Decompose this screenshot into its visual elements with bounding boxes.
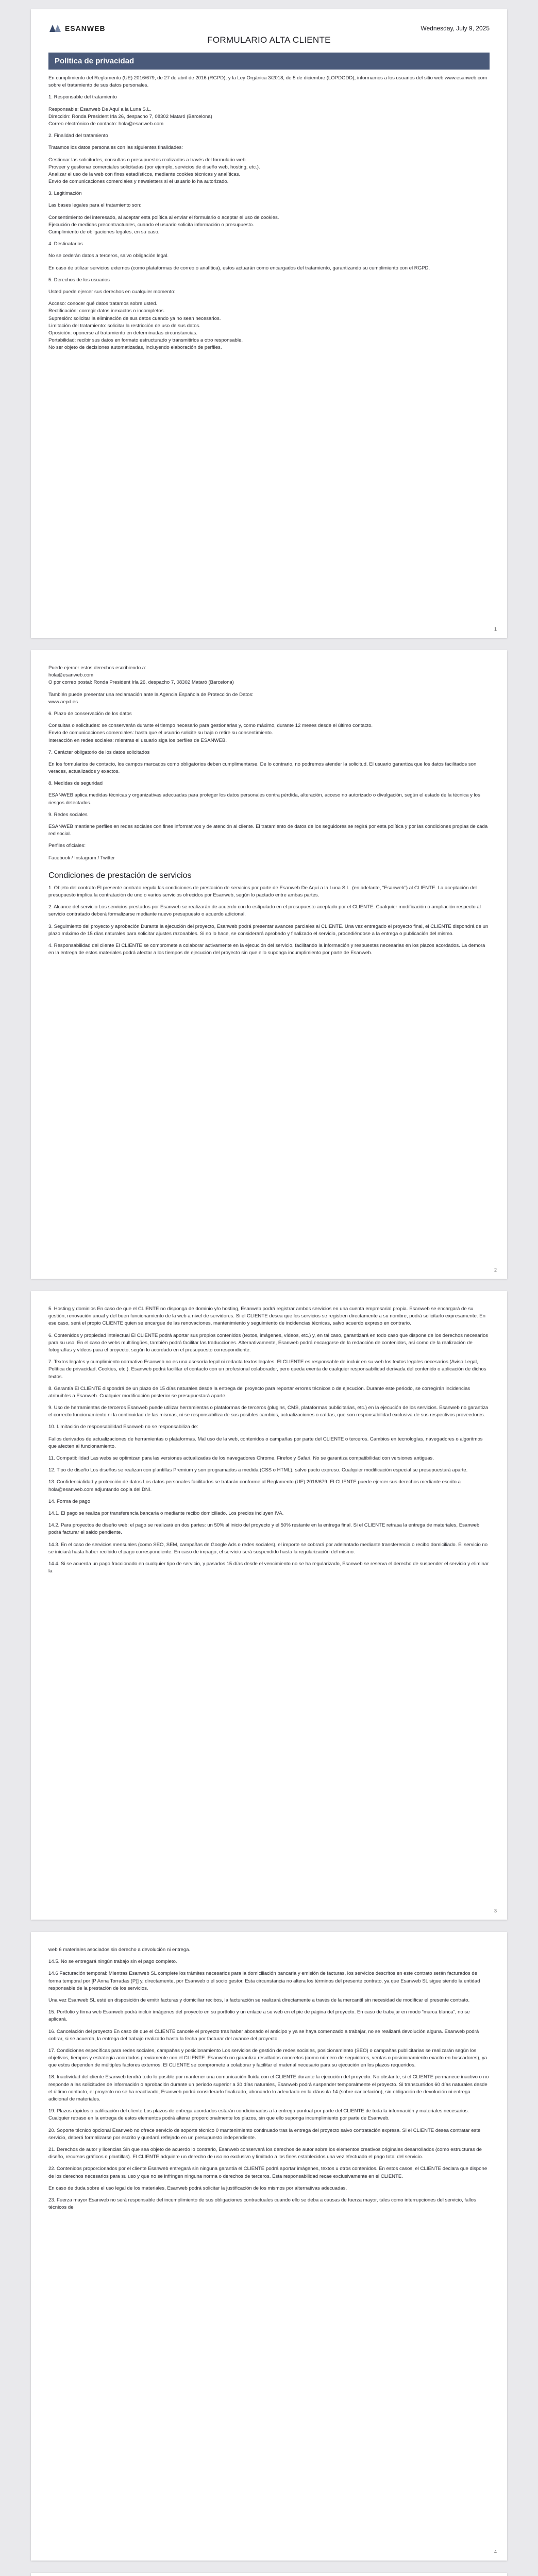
clause: 20. Soporte técnico opcional Esanweb no ofrece servicio de soporte técnico 0 mantenimiento continuado tras la entrega del proyecto salvo contratación expresa. Si el CLIENTE desea contratar este servicio, deberá formalizarse por escrito y quedará reflejado en un presupuesto independiente. xyxy=(48,2127,481,2141)
page-number: 2 xyxy=(494,1267,497,1273)
paragraph: Responsable: Esanweb De Aquí a la Luna S.L. Dirección: Ronda President Irla 26, despacho 7, 08302 Mataró (Barcelona) Correo electrónico de contacto: hola@esanweb.com xyxy=(48,106,212,127)
section-heading: 5. Derechos de los usuarios xyxy=(48,277,110,283)
paragraph: En caso de utilizar servicios externos (como plataformas de correo o analítica), estos actuarán como encargados del tratamiento, garantizando su cumplimiento con el RGPD. xyxy=(48,265,430,271)
paragraph: Perfiles oficiales: xyxy=(48,843,86,849)
clause: 14.1. El pago se realiza por transferencia bancaria o mediante recibo domiciliado. Los precios incluyen IVA. xyxy=(48,1510,284,1516)
clause: 11. Compatibilidad Las webs se optimizan para las versiones actualizadas de los navegadores Chrome, Firefox y Safari. No se garantiza compatibilidad con versiones antiguas. xyxy=(48,1455,434,1461)
paragraph: También puede presentar una reclamación ante la Agencia Española de Protección de Datos: www.aepd.es xyxy=(48,691,254,705)
clause: 15. Portfolio y firma web Esanweb podrá incluir imágenes del proyecto en su portfolio y un enlace a su web en el pie de página del proyecto. En caso de trabajar en modo “marca blanca”, no se aplicará. xyxy=(48,2009,470,2023)
clause: 14. Forma de pago xyxy=(48,1498,91,1504)
section-heading: 1. Responsable del tratamiento xyxy=(48,94,117,100)
services-body-continued xyxy=(48,1306,490,1575)
clause: 1. Objeto del contrato El presente contrato regula las condiciones de prestación de servicios por parte de Esanweb De Aquí a la Luna S.L. (en adelante, “Esanweb”) al CLIENTE. La aceptación del presupuesto implica la contratación de uno o varios servicios ofrecidos por Esanweb, según lo pactado entre ambas partes. xyxy=(48,885,477,898)
clause: 14.4. Si se acuerda un pago fraccionado en cualquier tipo de servicio, y pasados 15 días desde el vencimiento no se ha regularizado, Esanweb se reserva el derecho de suspender el servicio y eliminar la xyxy=(48,1561,489,1574)
brand-logo xyxy=(48,24,106,33)
clause: 13. Confidencialidad y protección de datos Los datos personales facilitados se tratarán conforme al Reglamento (UE) 2016/679. El CLIENTE puede ejercer sus derechos mediante escrito a hola@esanweb.com adjuntando copia del DNI. xyxy=(48,1479,461,1493)
paragraph: En cumplimiento del Reglamento (UE) 2016/679, de 27 de abril de 2016 (RGPD), y la Ley Orgánica 3/2018, de 5 de diciembre (LOPDGDD), informamos a los usuarios del sitio web www.esanweb.com sobre el tratamiento de sus datos personales. xyxy=(48,75,487,89)
clause: 12. Tipo de diseño Los diseños se realizan con plantillas Premium y son programados a medida (CSS o HTML), salvo pacto expreso. Cualquier modificación especial se presupuestará aparte. xyxy=(48,1467,468,1473)
clause: 16. Cancelación del proyecto En caso de que el CLIENTE cancele el proyecto tras haber abonado el anticipo y ya se haya comenzado a trabajar, no se realizará devolución alguna. Esanweb podrá cobrar, si se acuerda, la entrega del trabajo realizado hasta la fecha por facturar del avance del proyecto. xyxy=(48,2028,479,2042)
clause: 23. Fuerza mayor Esanweb no será responsable del incumplimiento de sus obligaciones contractuales cuando ello se deba a causas de fuerza mayor, tales como interrupciones del servicio, fallos técnicos de xyxy=(48,2197,476,2211)
paragraph: Tratamos los datos personales con las siguientes finalidades: xyxy=(48,145,183,151)
clause: 3. Seguimiento del proyecto y aprobación Durante la ejecución del proyecto, Esanweb podrá presentar avances parciales al CLIENTE. Una vez entregado el proyecto final, el CLIENTE dispondrá de un plazo máximo de 15 días naturales para solicitar ajustes razonables. Si no lo hace, se considerará aprobado y finalizado el servicio, procediéndose a la entrega o publicación del mismo. xyxy=(48,923,489,937)
section-heading: 7. Carácter obligatorio de los datos solicitados xyxy=(48,749,150,755)
clause: web 6 materiales asociados sin derecho a devolución ni entrega. xyxy=(48,1947,191,1953)
clause: 17. Condiciones específicas para redes sociales, campañas y posicionamiento Los servicios de gestión de redes sociales, posicionamiento (SEO) o campañas publicitarias se realizarán según los objetivos, tiempos y estrategia acordados previamente con el CLIENTE. Esanweb no garantiza resultados concretos (como número de seguidores, ventas o posicionamiento exacto en buscadores), ya que estos dependen de múltiples factores externos. El CLIENTE se compromete a colaborar y facilitar el material necesario para su ejecución en los plazos requeridos. xyxy=(48,2047,487,2069)
clause: En caso de duda sobre el uso legal de los materiales, Esanweb podrá solicitar la justificación de los mismos por alternativas adecuadas. xyxy=(48,2185,347,2191)
brand-name: ESANWEB xyxy=(65,24,106,32)
paragraph: Las bases legales para el tratamiento son: xyxy=(48,202,142,209)
clause: 18. Inactividad del cliente Esanweb tendrá todo lo posible por mantener una comunicación fluida con el CLIENTE durante la ejecución del proyecto. No obstante, si el CLIENTE permanece inactivo o no responde a las solicitudes de información o aprobación durante un periodo superior a 30 días naturales, Esanweb podrá suspender temporalmente el proyecto. Si transcurridos 60 días naturales desde el último contacto, el proyecto no se ha reactivado, Esanweb podrá considerarlo finalizado, abonando lo adeudado en la cláusula 14 (sobre cancelación), sin obligación de devolución ni entrega adicional de materiales. xyxy=(48,2074,489,2102)
document-page-4 xyxy=(31,1932,507,2561)
paragraph: Consultas o solicitudes: se conservarán durante el tiempo necesario para gestionarlas y, como máximo, durante 12 meses desde el último contacto. Envío de comunicaciones comerciales: hasta que el usuario solicite su baja o retire su consentimiento. Interacción en redes sociales: mientras el usuario siga los perfiles de ESANWEB. xyxy=(48,723,373,743)
paragraph: Usted puede ejercer sus derechos en cualquier momento: xyxy=(48,289,176,295)
document-page-3 xyxy=(31,1291,507,1920)
section-heading: 2. Finalidad del tratamiento xyxy=(48,133,108,139)
clause: 14.2. Para proyectos de diseño web: el pago se realizará en dos partes: un 50% al inicio del proyecto y el 50% restante en la entrega final. Si el CLIENTE retrasa la entrega de materiales, Esanweb podrá facturar el saldo pendiente. xyxy=(48,1522,480,1536)
page-header xyxy=(48,24,490,33)
clause: 5. Hosting y dominios En caso de que el CLIENTE no disponga de dominio y/o hosting, Esanweb podrá registrar ambos servicios en una cuenta empresarial propia. Esanweb se encargará de su gestión, renovación anual y del buen funcionamiento de la web a nivel de servidores. Si el CLIENTE desea que los servicios se registren directamente a su nombre, podrá solicitarlo expresamente. En ese caso, será el propio CLIENTE quien se encargue de las renovaciones, mantenimiento y seguimiento de incidencias técnicas, salvo acuerdo expreso en contrario. xyxy=(48,1306,485,1327)
section-banner-privacy: Política de privacidad xyxy=(48,53,490,70)
clause: 6. Contenidos y propiedad intelectual El CLIENTE podrá aportar sus propios contenidos (textos, imágenes, vídeos, etc.) y, en tal caso, garantizará en todo caso que dispone de los derechos necesarios para su uso. En el caso de webs multilingües, también podrá facilitar las traducciones. Alternativamente, Esanweb podrá encargarse de la redacción de contenidos, así como de la realización de fotografías y vídeos para el proyecto, según lo acordado en el presupuesto correspondiente. xyxy=(48,1332,489,1353)
section-heading: 4. Destinatarios xyxy=(48,241,83,247)
clause: 21. Derechos de autor y licencias Sin que sea objeto de acuerdo lo contrario, Esanweb conservará los derechos de autor sobre los elementos creativos originales desarrollados (como estructuras de diseño, recursos gráficos o plantillas). El CLIENTE adquiere un derecho de uso no exclusivo y limitado a los fines establecidos una vez efectuado el pago total del servicio. xyxy=(48,2146,482,2160)
paragraph: Gestionar las solicitudes, consultas o presupuestos realizados a través del formulario web. Proveer y gestionar comerciales solicitadas (por ejemplo, servicios de diseño web, hosting, etc.). Analizar el uso de la web con fines estadísticos, mediante cookies técnicas y analíticas. Envío de comunicaciones comerciales y newsletters si el usuario lo ha autorizado. xyxy=(48,157,260,185)
section-heading: 3. Legitimación xyxy=(48,191,82,197)
paragraph: ESANWEB mantiene perfiles en redes sociales con fines informativos y de atención al cliente. El tratamiento de datos de los seguidores se regirá por esta política y por las condiciones propias de cada red social. xyxy=(48,824,488,837)
privacy-body xyxy=(48,75,490,351)
paragraph: ESANWEB aplica medidas técnicas y organizativas adecuadas para proteger los datos personales contra pérdida, alteración, acceso no autorizado o divulgación, según el estado de la técnica y los riesgos detectados. xyxy=(48,792,480,806)
page-number: 4 xyxy=(494,2549,497,2554)
services-body-continued xyxy=(48,1946,490,2211)
paragraph: Puede ejercer estos derechos escribiendo a: hola@esanweb.com O por correo postal: Ronda President Irla 26, despacho 7, 08302 Mataró (Barcelona) xyxy=(48,665,234,686)
clause: Una vez Esanweb SL esté en disposición de emitir facturas y domiciliar recibos, la facturación se realizará directamente a través de la mercantil sin necesidad de modificar el presente contrato. xyxy=(48,1997,470,2003)
paragraph: Consentimiento del interesado, al aceptar esta política al enviar el formulario o aceptar el uso de cookies. Ejecución de medidas precontractuales, cuando el usuario solicita información o presupuesto. Cumplimiento de obligaciones legales, en su caso. xyxy=(48,214,279,235)
clause: 22. Contenidos proporcionados por el cliente Esanweb entregará sin ninguna garantía el CLIENTE podrá aportar imágenes, textos u otros contenidos. En estos casos, el CLIENTE declara que dispone de los derechos necesarios para su uso y que no se infringen ninguna norma o derechos de terceros. Esta responsabilidad recae exclusivamente en el CLIENTE. xyxy=(48,2166,487,2179)
section-heading: 9. Redes sociales xyxy=(48,811,88,818)
clause: 14.5. No se entregará ningún trabajo sin el pago completo. xyxy=(48,1959,177,1965)
page-number: 3 xyxy=(494,1908,497,1913)
paragraph: No se cederán datos a terceros, salvo obligación legal. xyxy=(48,253,169,259)
privacy-body-continued xyxy=(48,665,490,862)
clause: 14.6 Facturación temporal: Mientras Esanweb SL complete los trámites necesarios para la domiciliación bancaria y emisión de facturas, los servicios descritos en este contrato serán facturados de forma temporal por [P Anna Torradas (P)] y, directamente, por Esanweb o el socio gestor. Esta circunstancia no altera los términos del presente contrato, ya que Esanweb SL sigue siendo la entidad responsable de la prestación de los servicios. xyxy=(48,1971,480,1991)
esanweb-logo-icon xyxy=(48,24,62,33)
clause: Fallos derivados de actualizaciones de herramientas o plataformas. Mal uso de la web, contenidos o campañas por parte del CLIENTE o terceros. Cambios en tecnologías, navegadores o algoritmos que afecten al funcionamiento. xyxy=(48,1436,483,1449)
section-heading: 8. Medidas de seguridad xyxy=(48,781,103,787)
services-body xyxy=(48,885,490,957)
paragraph: En los formularios de contacto, los campos marcados como obligatorios deben cumplimentarse. De lo contrario, no podremos atender la solicitud. El usuario garantiza que los datos facilitados son veraces, actualizados y exactos. xyxy=(48,761,477,775)
clause: 10. Limitación de responsabilidad Esanweb no se responsabiliza de: xyxy=(48,1424,198,1430)
paragraph: Acceso: conocer qué datos tratamos sobre usted. Rectificación: corregir datos inexactos o incompletos. Supresión: solicitar la eliminación de sus datos cuando ya no sean necesarios. Limitación del tratamiento: solicitar la restricción de uso de sus datos. Oposición: oponerse al tratamiento en determinadas circunstancias. Portabilidad: recibir sus datos en formato estructurado y transmitirlos a otro responsable. No ser objeto de decisiones automatizadas, incluyendo elaboración de perfiles. xyxy=(48,301,243,351)
header-date: Wednesday, July 9, 2025 xyxy=(421,25,490,32)
paragraph: Facebook / Instagram / Twitter xyxy=(48,855,115,861)
page-number: 1 xyxy=(494,626,497,632)
section-heading: 6. Plazo de conservación de los datos xyxy=(48,710,132,717)
clause: 9. Uso de herramientas de terceros Esanweb puede utilizar herramientas o plataformas de terceros (plugins, CMS, plataformas publicitarias, etc.) en la ejecución de los servicios. Esanweb no garantiza el correcto funcionamiento ni la continuidad de las mismas, ni se responsabiliza de sus posibles cambios, actualizaciones o caídas, que son responsabilidad exclusiva de sus respectivos proveedores. xyxy=(48,1405,489,1418)
clause: 8. Garantía El CLIENTE dispondrá de un plazo de 15 días naturales desde la entrega del proyecto para reportar errores técnicos o de ejecución. Durante este periodo, se corregirán incidencias atribuibles a Esanweb. Cualquier modificación posterior se presupuestará aparte. xyxy=(48,1385,470,1399)
clause: 14.3. En el caso de servicios mensuales (como SEO, SEM, campañas de Google Ads o redes sociales), el importe se cobrará por adelantado mediante transferencia o recibo domiciliado. El servicio no se iniciará hasta haber recibido el pago correspondiente. En caso de impago, el servicio será suspendido hasta la regularización del mismo. xyxy=(48,1541,488,1555)
clause: 4. Responsabilidad del cliente El CLIENTE se compromete a colaborar activamente en la ejecución del servicio, facilitando la información y respuestas necesarias en los plazos acordados. La demora en la entrega de estos materiales podrá afectar a los tiempos de ejecución del proyecto sin que ello suponga incumplimiento por parte de Esanweb. xyxy=(48,942,485,956)
document-page-1 xyxy=(31,9,507,638)
clause: 2. Alcance del servicio Los servicios prestados por Esanweb se realizarán de acuerdo con lo estipulado en el presupuesto aceptado por el CLIENTE. Cualquier modificación o ampliación respecto al servicio contratado deberá formalizarse mediante nuevo presupuesto o acuerdo adicional. xyxy=(48,904,481,918)
document-title: FORMULARIO ALTA CLIENTE xyxy=(207,35,331,45)
document-page-2 xyxy=(31,650,507,1279)
document-page-5 xyxy=(31,2573,507,2576)
section-title-services: Condiciones de prestación de servicios xyxy=(48,871,192,880)
clause: 19. Plazos rápidos o calificación del cliente Los plazos de entrega acordados estarán condicionados a la entrega puntual por parte del CLIENTE de toda la información y materiales necesarios. Cualquier retraso en la entrega de estos elementos podrá alterar proporcionalmente los plazos, sin que ello suponga incumplimiento por parte de Esanweb. xyxy=(48,2108,469,2122)
clause: 7. Textos legales y cumplimiento normativo Esanweb no es una asesoría legal ni redacta textos legales. El CLIENTE es responsable de incluir en su web los textos legales necesarios (Aviso Legal, Política de privacidad, Cookies, etc.). Esanweb podrá facilitar el contacto con un profesional colaborador, pero queda exenta de cualquier responsabilidad derivada del contenido o aplicación de dichos textos. xyxy=(48,1359,486,1380)
